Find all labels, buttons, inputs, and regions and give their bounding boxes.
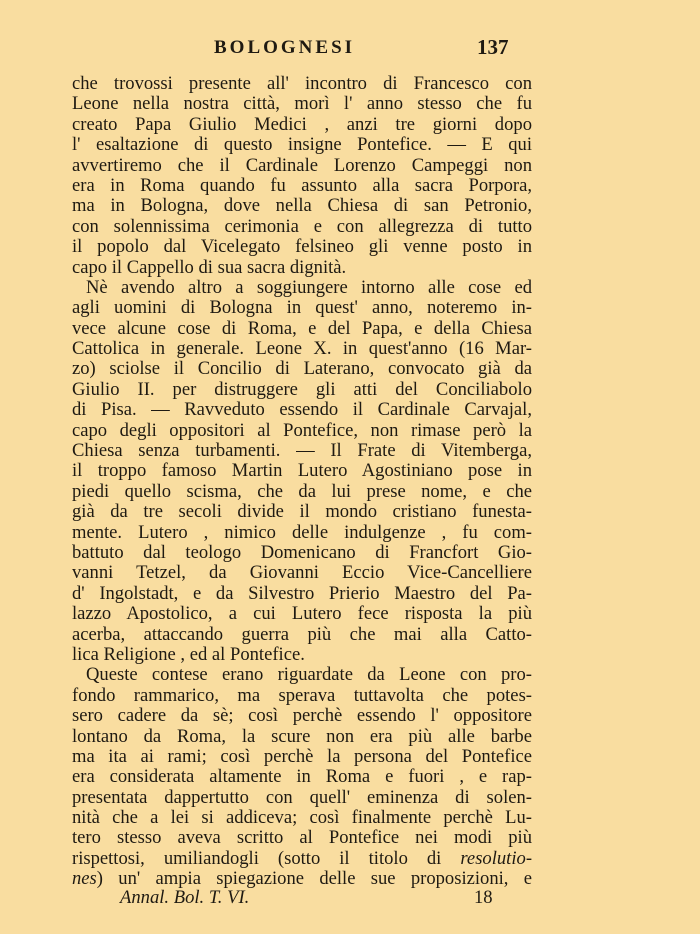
- text-line: acerba, attaccando guerra più che mai alla Catto-: [72, 623, 532, 645]
- text-line: vece alcune cose di Roma, e del Papa, e della Chiesa: [72, 317, 532, 339]
- text-line: ma ita ai rami; così perchè la persona del Pontefice: [72, 745, 532, 767]
- text-line: mente. Lutero , nimico delle indulgenze , fu com-: [72, 521, 532, 543]
- text-line: Queste contese erano riguardate da Leone con pro-: [86, 664, 532, 686]
- running-title: BOLOGNESI: [214, 37, 356, 58]
- text-line: che trovossi presente all' incontro di Francesco con: [72, 73, 532, 94]
- text-line: lazzo Apostolico, a cui Lutero fece risposta la più: [72, 603, 532, 625]
- signature-line: [72, 887, 532, 911]
- page-number: 137: [477, 35, 509, 59]
- body-text: [72, 74, 532, 890]
- text-line: fondo rammarico, ma sperava tuttavolta che potes-: [72, 684, 532, 706]
- text-line: presentata dappertutto con quell' eminenza di solen-: [72, 786, 532, 808]
- text-line: vanni Tetzel, da Giovanni Eccio Vice-Cancelliere: [72, 562, 532, 584]
- text-line: già da tre secoli divide il mondo cristiano funesta-: [72, 501, 532, 523]
- text-line: battuto dal teologo Domenicano di Francfort Gio-: [72, 541, 532, 563]
- text-line: lontano da Roma, la scure non era più alle barbe: [72, 725, 532, 747]
- text-line: con solennissima cerimonia e con allegrezza di tutto: [72, 215, 532, 237]
- text-line: era considerata altamente in Roma e fuori , e rap-: [72, 766, 532, 788]
- text-line: il troppo famoso Martin Lutero Agostiniano pose in: [72, 460, 532, 482]
- text-segment: rispettosi, umiliandogli (sotto il titolo di: [72, 847, 442, 869]
- italic-text: nes: [72, 868, 97, 890]
- text-segment: un' ampia spiegazione delle sue proposizioni, e: [118, 868, 532, 890]
- text-line: sero cadere da sè; così perchè essendo l' oppositore: [72, 705, 532, 727]
- text-line: era in Roma quando fu assunto alla sacra Porpora,: [72, 174, 532, 196]
- text-line: nità che a lei si addiceva; così finalmente perchè Lu-: [72, 807, 532, 829]
- text-line: di Pisa. — Ravveduto essendo il Cardinale Carvajal,: [72, 399, 532, 421]
- text-line: l' esaltazione di questo insigne Pontefice. — E qui: [72, 134, 532, 156]
- text-line: Nè avendo altro a soggiungere intorno alle cose ed: [86, 276, 532, 298]
- text-line: ma in Bologna, dove nella Chiesa di san Petronio,: [72, 195, 532, 217]
- text-line: Giulio II. per distruggere gli atti del Conciliabolo: [72, 378, 532, 400]
- signature-number: 18: [474, 887, 493, 908]
- text-line: agli uomini di Bologna in quest' anno, noteremo in-: [72, 297, 532, 319]
- text-line: capo degli oppositori al Pontefice, non rimase però la: [72, 419, 532, 441]
- text-line: lica Religione , ed al Pontefice.: [72, 643, 305, 665]
- text-line: Leone nella nostra città, morì l' anno stesso che fu: [72, 93, 532, 115]
- running-head: [0, 37, 700, 61]
- text-line: tero stesso aveva scritto al Pontefice nei modi più: [72, 827, 532, 849]
- text-line: Cattolica in generale. Leone X. in quest'anno (16 Mar-: [72, 338, 532, 360]
- text-line: zo) sciolse il Concilio di Laterano, convocato già da: [72, 358, 532, 380]
- text-line: il popolo dal Vicelegato felsineo gli venne posto in: [72, 236, 532, 258]
- italic-text: resolutio-: [460, 847, 533, 869]
- text-line: avvertiremo che il Cardinale Lorenzo Campeggi non: [72, 154, 532, 176]
- text-line: d' Ingolstadt, e da Silvestro Prierio Maestro del Pa-: [72, 582, 532, 604]
- text-line: Chiesa senza turbamenti. — Il Frate di Vitemberga,: [72, 440, 532, 462]
- text-line: nes) un' ampia spiegazione delle sue proposizioni, e: [72, 868, 532, 890]
- text-line: piedi quello scisma, che da lui prese nome, e che: [72, 480, 532, 502]
- signature-text: Annal. Bol. T. VI.: [120, 887, 250, 908]
- text-line: creato Papa Giulio Medici , anzi tre giorni dopo: [72, 113, 532, 135]
- text-line: [72, 849, 532, 869]
- text-line: capo il Cappello di sua sacra dignità.: [72, 256, 347, 278]
